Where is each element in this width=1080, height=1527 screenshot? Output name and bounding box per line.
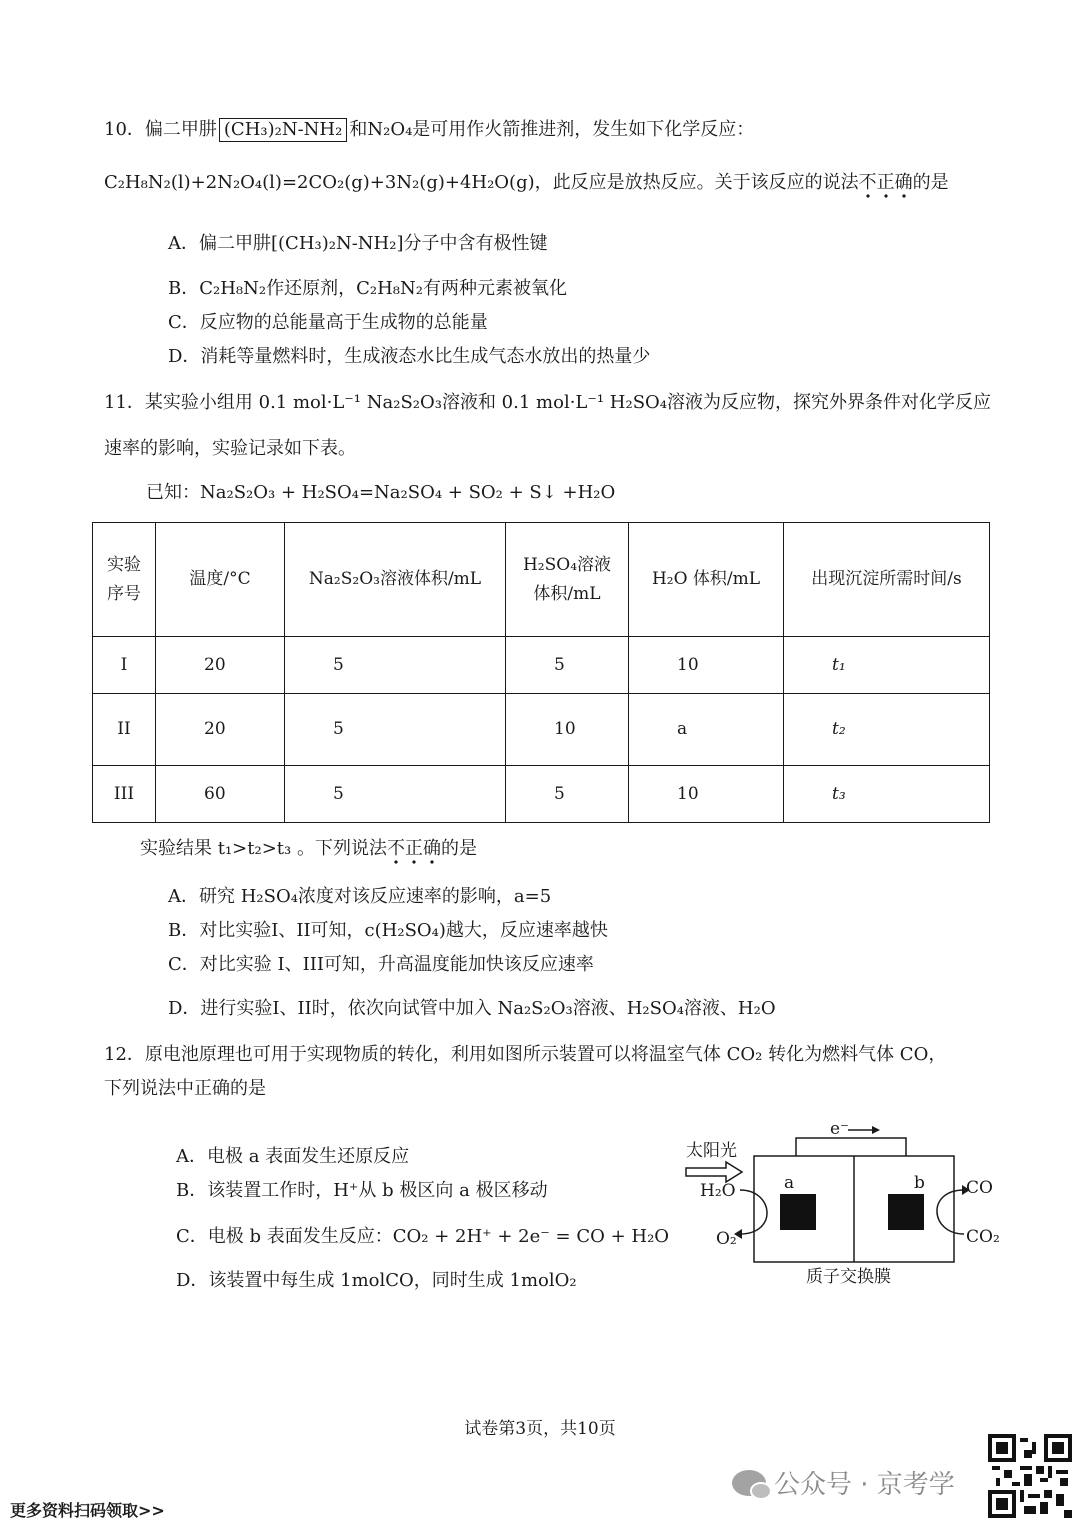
- table-row: II 20 5 10 a t₂: [93, 694, 990, 766]
- wechat-icon: [732, 1470, 766, 1496]
- sunlight-arrow: [686, 1162, 742, 1182]
- electrode-b-label: b: [914, 1173, 925, 1193]
- q11-option-c: C．对比实验 I、III可知，升高温度能加快该反应速率: [168, 954, 594, 975]
- q11-known: 已知：Na₂S₂O₃ + H₂SO₄=Na₂SO₄ + SO₂ + S↓ +H₂O: [146, 482, 616, 503]
- sunlight-label: 太阳光: [686, 1141, 737, 1161]
- emphasis-dots: 不正确: [387, 838, 441, 865]
- electron-label: e⁻: [830, 1119, 850, 1139]
- table-row: I 20 5 5 10 t₁: [93, 637, 990, 694]
- electrolysis-cell-diagram: [682, 1116, 1022, 1286]
- header-temp: 温度/°C: [156, 523, 285, 637]
- q12-option-b: B．该装置工作时，H⁺从 b 极区向 a 极区移动: [176, 1180, 548, 1201]
- q11-result: 实验结果 t₁>t₂>t₃ 。下列说法不正确的是: [140, 838, 477, 860]
- external-wire: [796, 1138, 906, 1156]
- emphasis-dots: 不正确: [859, 172, 913, 199]
- page-number: 试卷第3页，共10页: [464, 1419, 616, 1439]
- q11-head-1: 11．某实验小组用 0.1 mol·L⁻¹ Na₂S₂O₃溶液和 0.1 mol·L⁻¹ H₂SO₄溶液为反应物，探究外界条件对化学反应: [104, 392, 992, 413]
- electrode-a: [780, 1194, 816, 1230]
- more-resources-link[interactable]: 更多资料扫码领取>>: [10, 1501, 165, 1520]
- experiment-table: [92, 522, 990, 823]
- q12-head-2: 下列说法中正确的是: [104, 1078, 266, 1099]
- electrode-b: [888, 1194, 924, 1230]
- cathode-flow-arrow: [937, 1190, 964, 1234]
- q12-option-c: C．电极 b 表面发生反应：CO₂ + 2H⁺ + 2e⁻ = CO + H₂O: [176, 1226, 670, 1247]
- q11-option-b: B．对比实验I、II可知，c(H₂SO₄)越大，反应速率越快: [168, 920, 608, 941]
- o2-label: O₂: [716, 1229, 737, 1249]
- q12-option-d: D．该装置中每生成 1molCO，同时生成 1molO₂: [176, 1270, 577, 1291]
- q10-option-c: C．反应物的总能量高于生成物的总能量: [168, 312, 488, 333]
- q10-bracket-formula: (CH₃)₂N-NH₂: [219, 118, 347, 142]
- watermark-text: 公众号 · 京考学: [774, 1470, 955, 1500]
- header-na2s2o3: Na₂S₂O₃溶液体积/mL: [285, 523, 506, 637]
- q10-option-b: B．C₂H₈N₂作还原剂，C₂H₈N₂有两种元素被氧化: [168, 278, 567, 299]
- q10-equation: C₂H₈N₂(l)+2N₂O₄(l)=2CO₂(g)+3N₂(g)+4H₂O(g)，此反应是放热反应。关于该反应的说法不正确的是: [104, 172, 949, 194]
- table-header-row: [93, 523, 990, 637]
- q11-option-a: A．研究 H₂SO₄浓度对该反应速率的影响，a=5: [168, 886, 552, 907]
- membrane-label: 质子交换膜: [806, 1267, 891, 1286]
- co-label: CO: [966, 1178, 993, 1198]
- q11-head-2: 速率的影响，实验记录如下表。: [104, 438, 356, 459]
- header-water: H₂O 体积/mL: [629, 523, 784, 637]
- header-serial: 实验 序号: [93, 523, 156, 637]
- q11-option-d: D．进行实验I、II时，依次向试管中加入 Na₂S₂O₃溶液、H₂SO₄溶液、H₂O: [168, 998, 776, 1019]
- electron-arrow-head: [872, 1126, 880, 1134]
- header-h2so4: H₂SO₄溶液 体积/mL: [506, 523, 629, 637]
- q10-option-d: D．消耗等量燃料时，生成液态水比生成气态水放出的热量少: [168, 346, 651, 367]
- h2o-label: H₂O: [700, 1181, 736, 1201]
- watermark: [732, 1464, 955, 1501]
- header-time: 出现沉淀所需时间/s: [784, 523, 990, 637]
- q12-head-1: 12．原电池原理也可用于实现物质的转化，利用如图所示装置可以将温室气体 CO₂ 转化为燃料气体 CO，: [104, 1044, 947, 1065]
- q10-head: 10．偏二甲肼 (CH₃)₂N-NH₂ 和N₂O₄是可用作火箭推进剂，发生如下化学反应：: [104, 119, 755, 140]
- table-row: III 60 5 5 10 t₃: [93, 766, 990, 823]
- electrode-a-label: a: [784, 1173, 795, 1193]
- q10-option-a: A．偏二甲肼[(CH₃)₂N-NH₂]分子中含有极性键: [168, 233, 548, 254]
- q12-option-a: A．电极 a 表面发生还原反应: [176, 1146, 410, 1167]
- qr-code[interactable]: [988, 1434, 1072, 1518]
- co2-label: CO₂: [966, 1227, 1000, 1247]
